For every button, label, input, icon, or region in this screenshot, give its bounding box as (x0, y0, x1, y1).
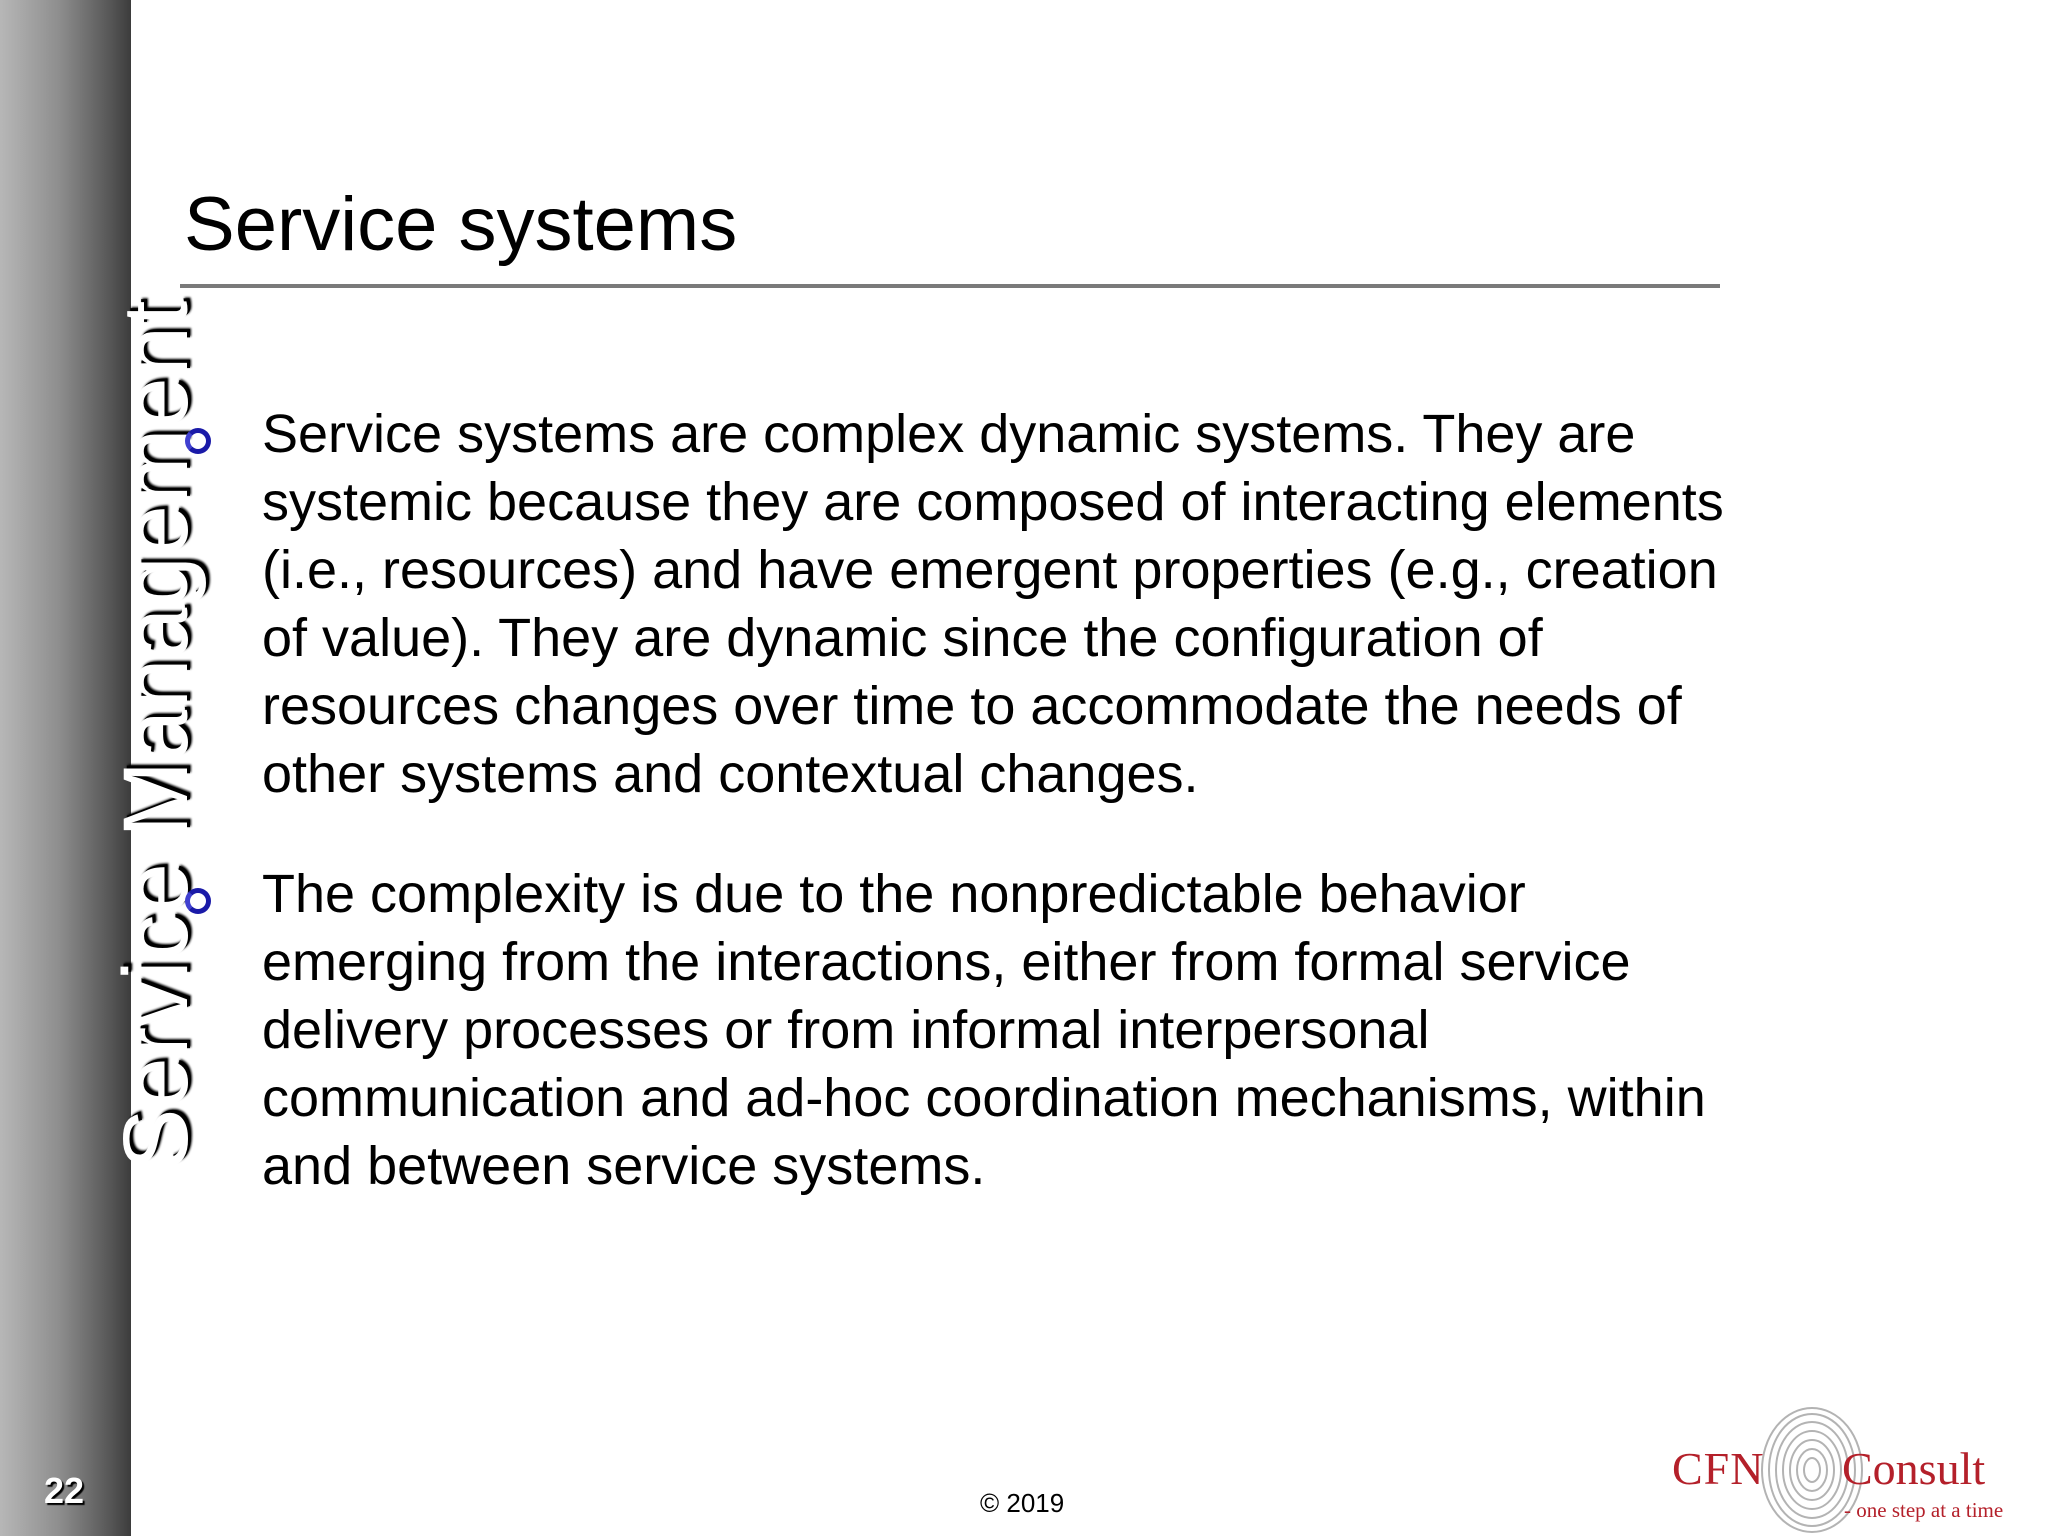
logo-text-cfn: CFN (1672, 1443, 1765, 1494)
title-divider (180, 284, 1720, 288)
circle-bullet-icon (185, 888, 211, 914)
bullet-item (185, 400, 1725, 808)
company-logo (1668, 1398, 2048, 1536)
copyright: © 2019 (980, 1488, 1065, 1518)
sidebar-title: Service Management (105, 300, 207, 1170)
sidebar (0, 0, 207, 1536)
slide-title: Service systems (184, 182, 738, 267)
circle-bullet-icon (185, 428, 211, 454)
slide-number: 22 (44, 1470, 85, 1511)
logo-text-consult: Consult (1842, 1443, 1986, 1494)
logo-tagline: - one step at a time (1844, 1498, 2004, 1522)
bullet-item (185, 860, 1725, 1200)
bullet-text: The complexity is due to the nonpredictable behavior emerging from the interactions, either from formal service delivery processes or from informal interpersonal communication and ad-hoc coordination mechanisms, within and between service systems. (262, 864, 1706, 1196)
bullet-list (185, 400, 1725, 1252)
bullet-text: Service systems are complex dynamic systems. They are systemic because they are composed of interacting elements (i.e., resources) and have emergent properties (e.g., creation of value). They are dynamic since the configuration of resources changes over time to accommodate the needs of other systems and contextual changes. (262, 404, 1724, 804)
